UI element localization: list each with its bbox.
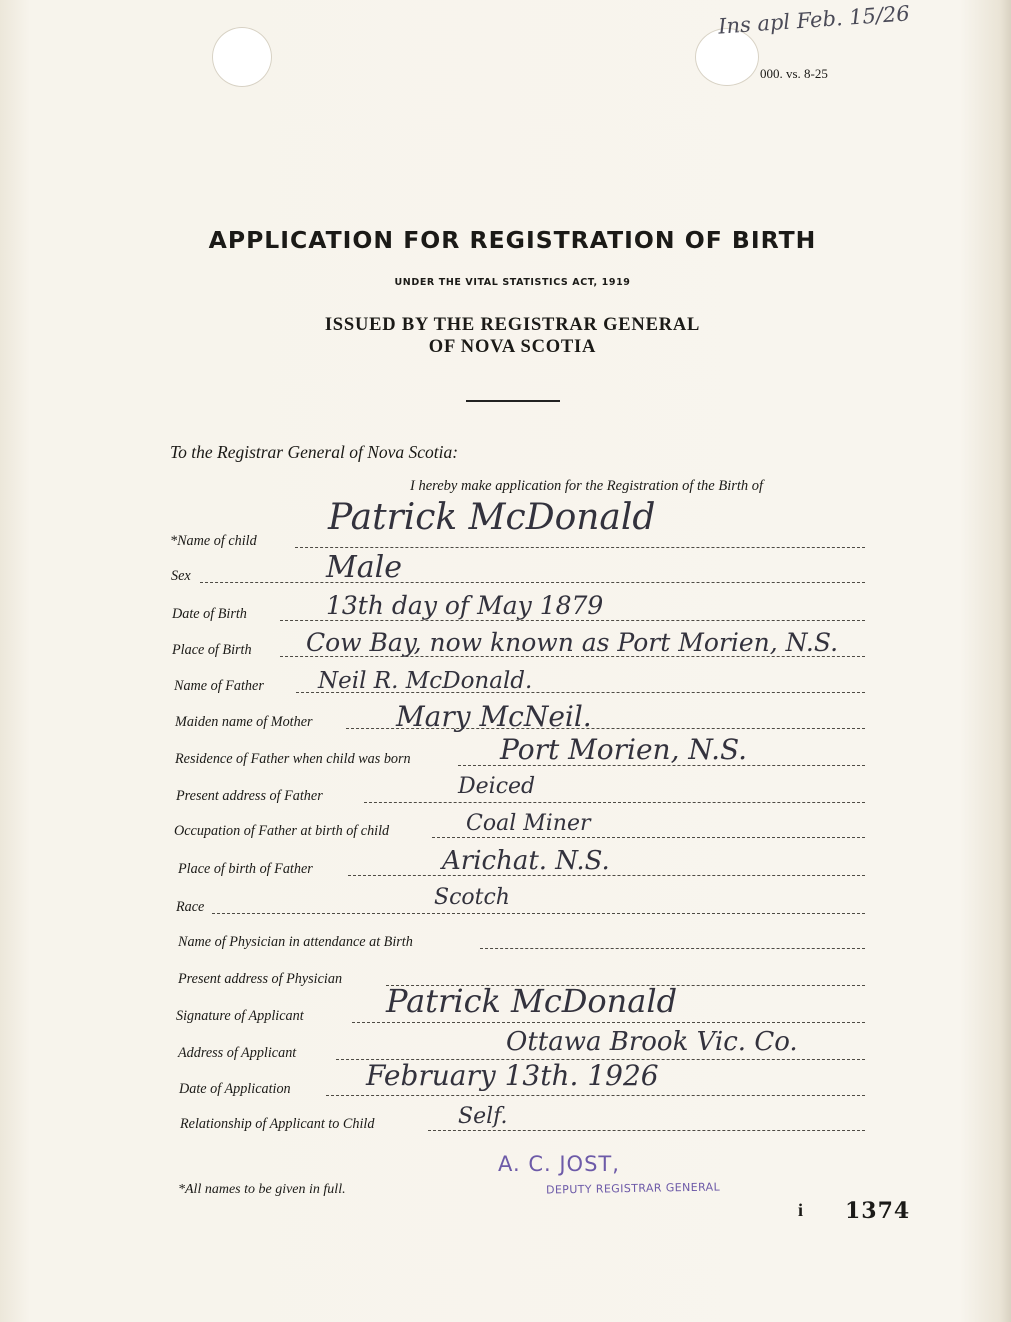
field-line	[326, 1095, 865, 1096]
field-value: Male	[326, 550, 402, 585]
field-line	[364, 802, 865, 803]
intro-text: I hereby make application for the Registration of the Birth of	[410, 478, 764, 494]
field-line	[432, 837, 865, 838]
salutation: To the Registrar General of Nova Scotia:	[170, 442, 459, 462]
field-label: Signature of Applicant	[176, 1008, 304, 1024]
field-label: Relationship of Applicant to Child	[180, 1116, 375, 1132]
field-value: Neil R. McDonald.	[318, 668, 533, 694]
field-label: Address of Applicant	[178, 1045, 297, 1061]
document-title: APPLICATION FOR REGISTRATION OF BIRTH	[208, 226, 817, 254]
field-line	[200, 582, 865, 583]
field-label: Name of Father	[174, 678, 264, 694]
field-label: Place of Birth	[172, 642, 252, 658]
field-value: 13th day of May 1879	[326, 591, 604, 620]
registration-number: 1374	[845, 1198, 911, 1224]
field-label: Present address of Father	[176, 788, 323, 804]
issued-line-1: ISSUED BY THE REGISTRAR GENERAL	[324, 315, 701, 335]
margin-mark: i	[798, 1200, 804, 1220]
field-value: Arichat. N.S.	[442, 846, 610, 876]
field-line	[352, 1022, 865, 1023]
field-value: Port Morien, N.S.	[500, 733, 748, 766]
form-number: 000. vs. 8-25	[760, 66, 828, 81]
field-value: Coal Miner	[466, 811, 591, 836]
field-label: *Name of child	[170, 533, 257, 549]
field-label: Date of Application	[179, 1081, 291, 1097]
field-value: Deiced	[458, 774, 536, 799]
field-line	[212, 913, 865, 914]
field-label: Residence of Father when child was born	[175, 751, 411, 767]
field-value: Self.	[458, 1104, 508, 1129]
field-value: Mary McNeil.	[396, 700, 592, 733]
field-value: Cow Bay, now known as Port Morien, N.S.	[306, 628, 839, 657]
field-line	[280, 620, 865, 621]
issued-by	[0, 314, 1011, 358]
title-divider	[466, 400, 560, 402]
field-value: Patrick McDonald	[328, 497, 656, 538]
punch-hole-left	[212, 27, 272, 87]
field-value: Ottawa Brook Vic. Co.	[506, 1027, 798, 1057]
field-label: Place of birth of Father	[178, 861, 313, 877]
field-label: Race	[176, 899, 205, 915]
field-label: Maiden name of Mother	[175, 714, 313, 730]
field-line	[480, 948, 865, 949]
field-label: Date of Birth	[172, 606, 247, 622]
field-line	[295, 547, 865, 548]
stamp-name: A. C. JOST,	[498, 1152, 620, 1176]
field-label: Present address of Physician	[178, 971, 343, 987]
field-label: Sex	[171, 568, 191, 584]
act-line: UNDER THE VITAL STATISTICS ACT, 1919	[394, 277, 631, 288]
issued-line-2: OF NOVA SCOTIA	[428, 337, 597, 357]
field-value: February 13th. 1926	[366, 1059, 659, 1092]
field-value: Patrick McDonald	[386, 982, 678, 1020]
footnote: *All names to be given in full.	[178, 1182, 346, 1197]
handwritten-top-note: Ins apl Feb. 15/26	[717, 1, 911, 39]
field-line	[428, 1130, 865, 1131]
field-label: Name of Physician in attendance at Birth	[178, 934, 413, 950]
stamp-title: DEPUTY REGISTRAR GENERAL	[545, 1180, 721, 1197]
field-label: Occupation of Father at birth of child	[174, 823, 390, 839]
field-value: Scotch	[434, 885, 510, 910]
